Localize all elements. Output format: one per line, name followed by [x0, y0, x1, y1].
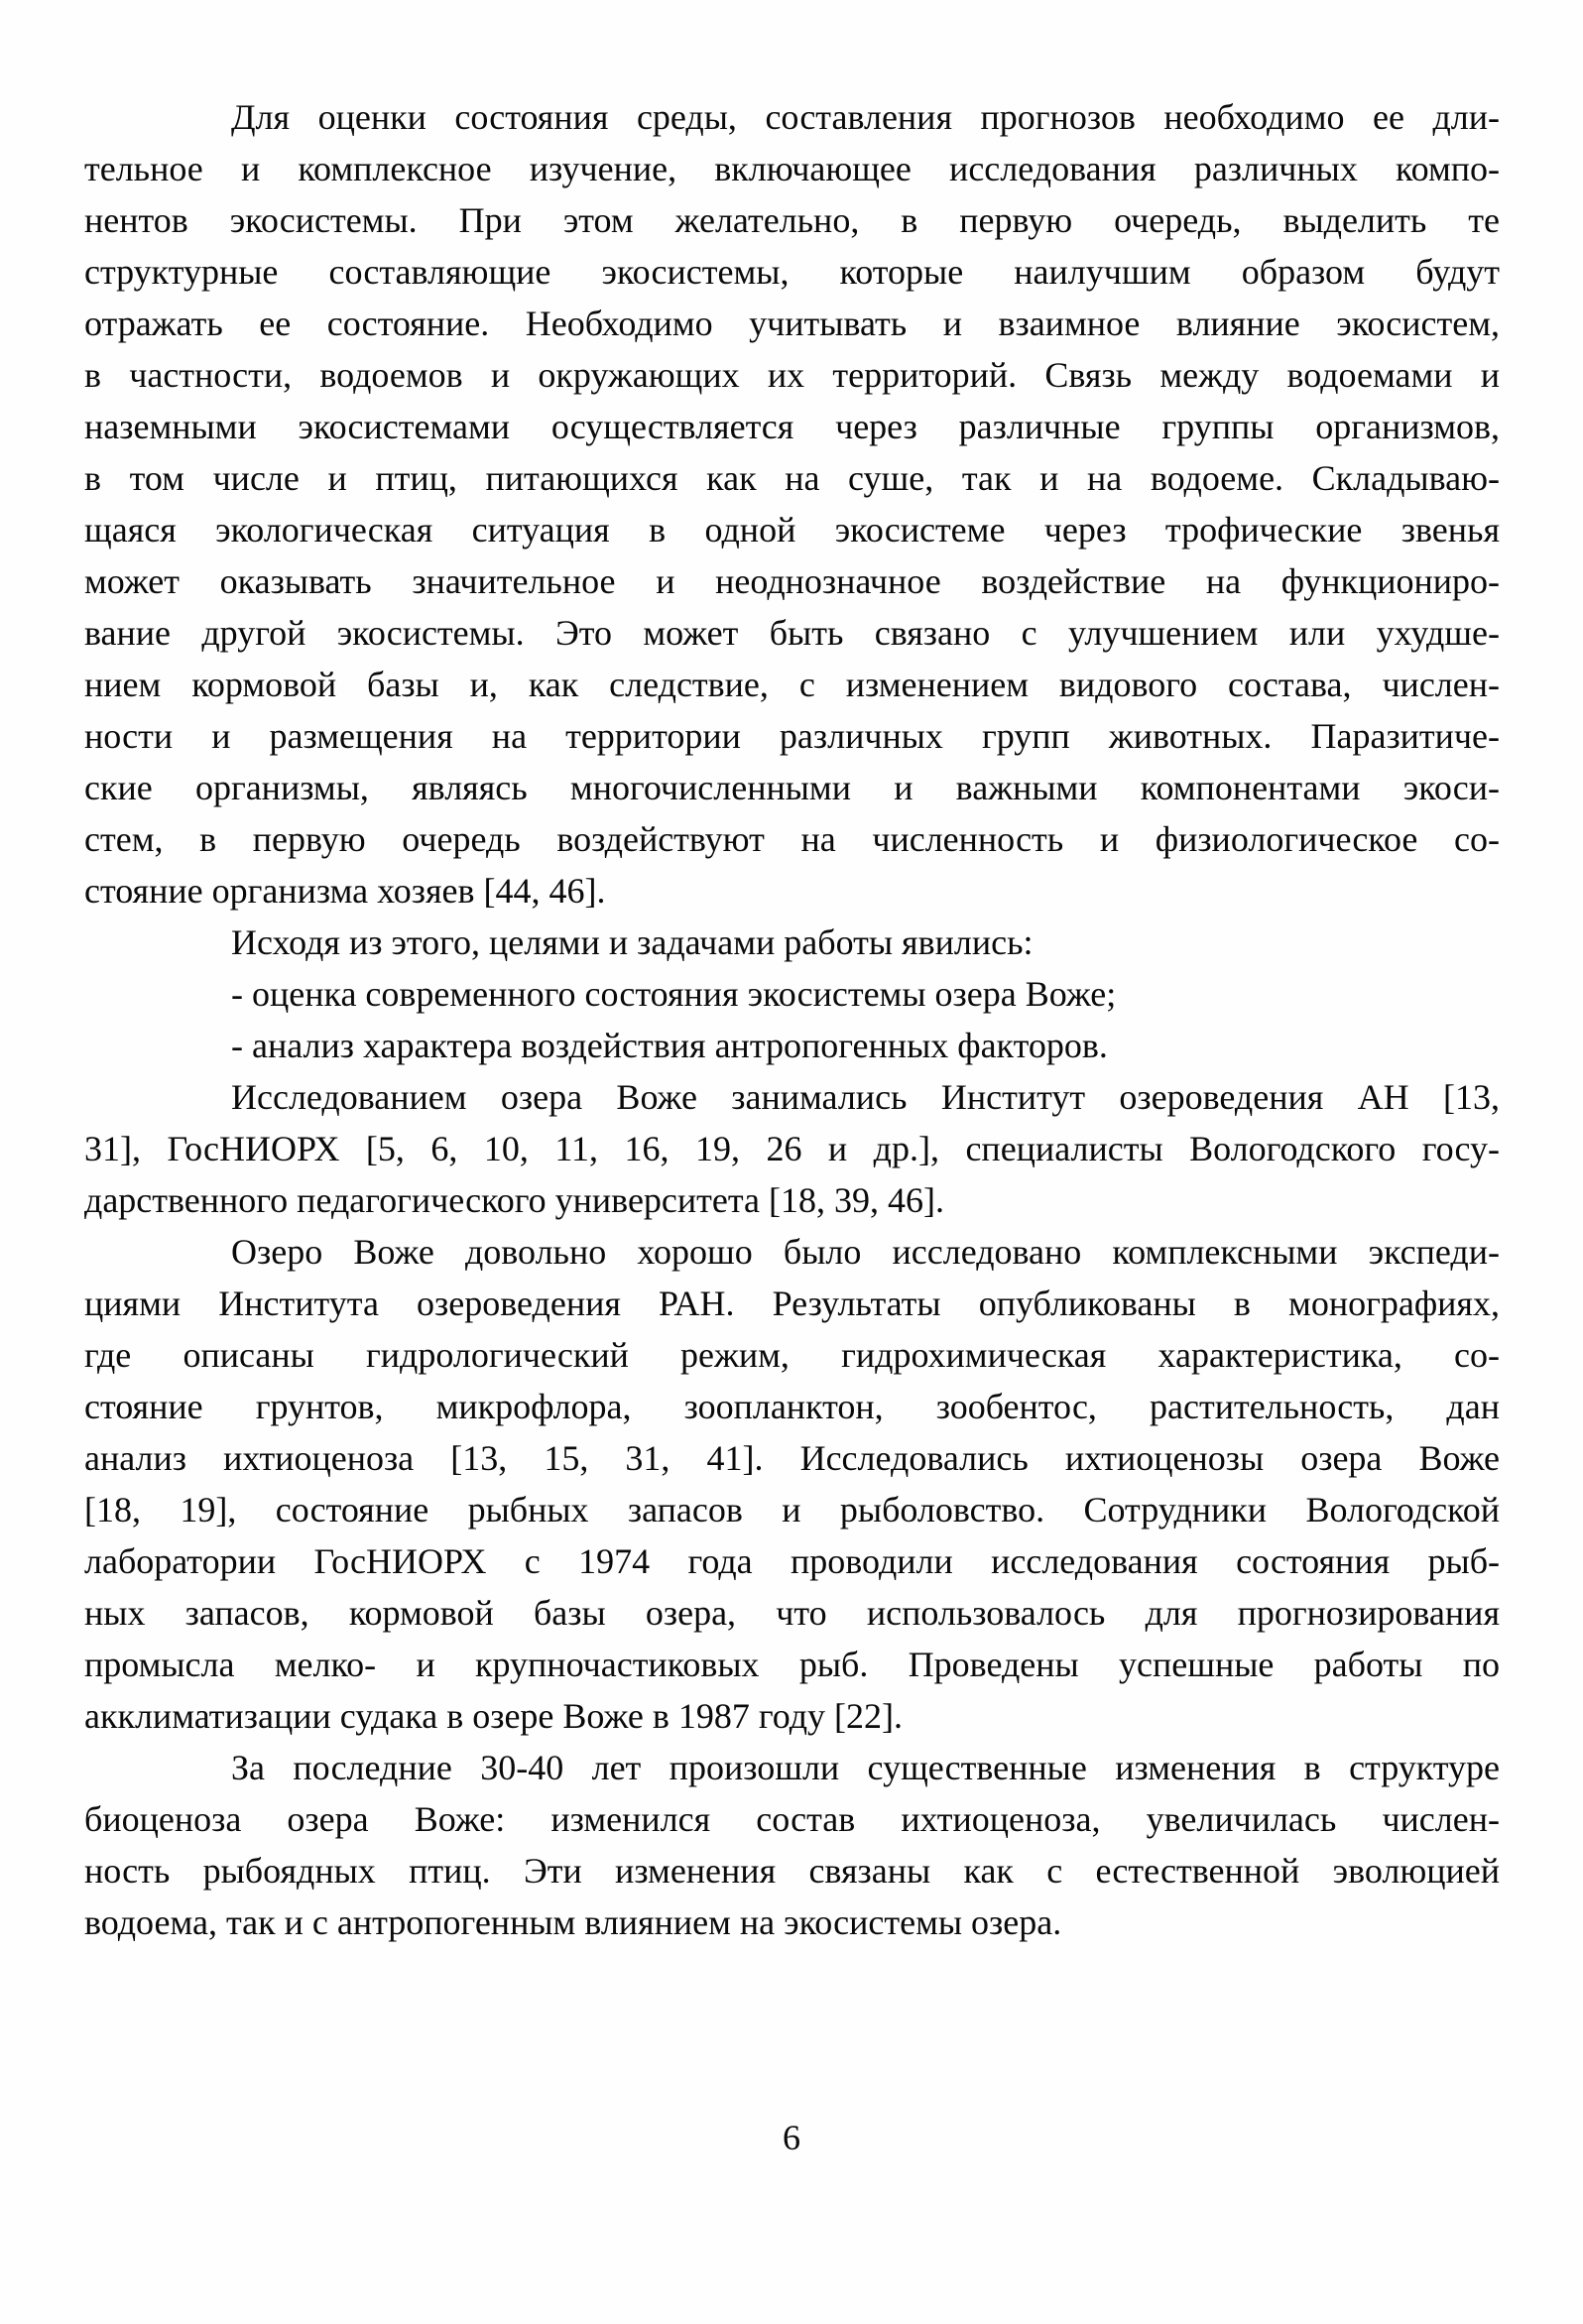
text-line: нием кормовой базы и, как следствие, с изменением видового состава, числен- — [84, 665, 1500, 704]
text-line: где описаны гидрологический режим, гидрохимическая характеристика, со- — [84, 1335, 1500, 1375]
text-line: стояние организма хозяев [44, 46]. — [84, 871, 606, 911]
goals-list — [84, 968, 1500, 1071]
text-line: лаборатории ГосНИОРХ с 1974 года проводили исследования состояния рыб- — [84, 1541, 1500, 1581]
text-line: ности и размещения на территории различных групп животных. Паразитиче- — [84, 716, 1500, 756]
text-line: тельное и комплексное изучение, включающее исследования различных компо- — [84, 149, 1500, 188]
text-line: акклиматизации судака в озере Воже в 1987 году [22]. — [84, 1696, 904, 1736]
text-line: ские организмы, являясь многочисленными и важными компонентами экоси- — [84, 768, 1500, 807]
text-line: промысла мелко- и крупночастиковых рыб. Проведены успешные работы по — [84, 1645, 1500, 1684]
text-line: щаяся экологическая ситуация в одной экосистеме через трофические звенья — [84, 510, 1500, 550]
text-line: ность рыбоядных птиц. Эти изменения связаны как с естественной эволюцией — [84, 1851, 1500, 1891]
text-line: в том числе и птиц, питающихся как на суше, так и на водоеме. Складываю- — [84, 458, 1500, 498]
text-line: Исследованием озера Воже занимались Институт озероведения АН [13, — [231, 1077, 1500, 1117]
text-line: нентов экосистемы. При этом желательно, в первую очередь, выделить те — [84, 200, 1500, 240]
text-line: биоценоза озера Воже: изменился состав ихтиоценоза, увеличилась числен- — [84, 1799, 1500, 1839]
text-line: ных запасов, кормовой базы озера, что использовалось для прогнозирования — [84, 1593, 1500, 1633]
page-number: 6 — [783, 2118, 800, 2157]
paragraph-intro — [84, 91, 1500, 917]
text-line: анализ ихтиоценоза [13, 15, 31, 41]. Исследовались ихтиоценозы озера Воже — [84, 1438, 1500, 1478]
text-line: стем, в первую очередь воздействуют на численность и физиологическое со- — [84, 819, 1500, 859]
paragraph-researchers — [84, 1071, 1500, 1226]
text-line: водоема, так и с антропогенным влиянием на экосистемы озера. — [84, 1902, 1062, 1942]
paragraph-changes — [84, 1742, 1500, 1948]
text-line: циями Института озероведения РАН. Результаты опубликованы в монографиях, — [84, 1284, 1500, 1323]
text-line: дарственного педагогического университета [18, 39, 46]. — [84, 1180, 945, 1220]
text-line: За последние 30-40 лет произошли существенные изменения в структуре — [231, 1748, 1500, 1787]
text-line: вание другой экосистемы. Это может быть связано с улучшением или ухудше- — [84, 613, 1500, 653]
text-line: структурные составляющие экосистемы, которые наилучшим образом будут — [84, 252, 1500, 292]
paragraph-goals-lead — [84, 917, 1500, 968]
text-line: отражать ее состояние. Необходимо учитывать и взаимное влияние экосистем, — [84, 304, 1500, 343]
text-line: наземными экосистемами осуществляется через различные группы организмов, — [84, 407, 1500, 446]
text-line: Для оценки состояния среды, составления прогнозов необходимо ее дли- — [231, 97, 1500, 137]
text-line: может оказывать значительное и неоднозначное воздействие на функциониро- — [84, 561, 1500, 601]
text-line: Исходя из этого, целями и задачами работы явились: — [231, 922, 1034, 962]
text-block — [84, 91, 1500, 1948]
text-line: [18, 19], состояние рыбных запасов и рыболовство. Сотрудники Вологодской — [84, 1490, 1500, 1529]
text-line: - анализ характера воздействия антропогенных факторов. — [231, 1026, 1108, 1065]
text-line: в частности, водоемов и окружающих их территорий. Связь между водоемами и — [84, 355, 1500, 395]
text-line: стояние грунтов, микрофлора, зоопланктон, зообентос, растительность, дан — [84, 1387, 1500, 1426]
text-line: 31], ГосНИОРХ [5, 6, 10, 11, 16, 19, 26 и др.], специалисты Вологодского госу- — [84, 1129, 1500, 1168]
text-line: - оценка современного состояния экосистемы озера Воже; — [231, 974, 1117, 1014]
paragraph-expeditions — [84, 1226, 1500, 1742]
text-line: Озеро Воже довольно хорошо было исследовано комплексными экспеди- — [231, 1232, 1500, 1272]
